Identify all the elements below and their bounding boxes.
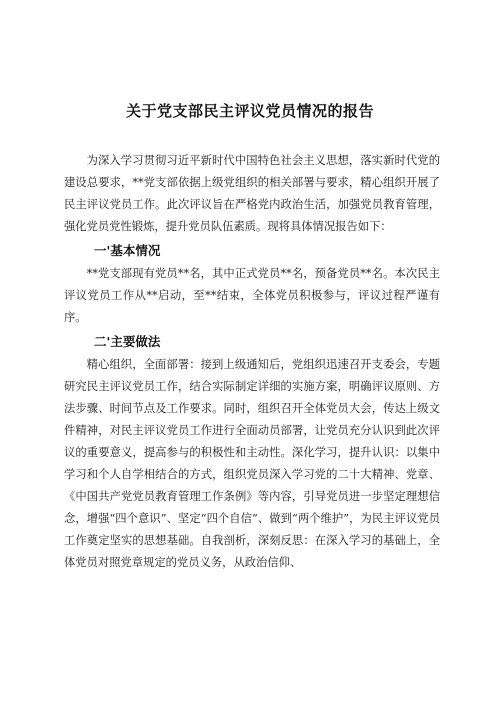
document-title: 关于党支部民主评议党员情况的报告 — [125, 102, 374, 120]
intro-paragraph: 为深入学习贯彻习近平新时代中国特色社会主义思想，落实新时代党的建设总要求，**党支部依据上级党组织的相关部署与要求，精心组织开展了民主评议党员工作。此次评议旨在严格党内政治生活，加强党员教育管理，强化党员党性锻炼，提升党员队伍素质。现将具体情况报告如下： — [64, 154, 440, 233]
section-heading-main-practices: 二'主要做法 — [94, 334, 161, 349]
document-body — [64, 150, 440, 574]
section-body-basic-info: **党支部现有党员**名，其中正式党员**名，预备党员**名。本次民主评议党员工作从**启动，至**结束，全体党员积极参与，评议过程严谨有序。 — [64, 267, 440, 324]
section-body-main-practices: 精心组织，全面部署：接到上级通知后，党组织迅速召开支委会，专题研究民主评议党员工作，结合实际制定详细的实施方案，明确评议原则、方法步骤、时间节点及工作要求。同时，组织召开全体党员大会，传达上级文件精神，对民主评议党员工作进行全面动员部署，让党员充分认识到此次评议的重要意义，提高参与的积极性和主动性。深化学习，提升认识：以集中学习和个人自学相结合的方式，组织党员深入学习党的二十大精神、党章、《中国共产党党员教育管理工作条例》等内容，引导党员进一步坚定理想信念，增强“四个意识”、坚定“四个自信”、做到“两个维护”，为民主评议党员工作奠定坚实的思想基础。自我剖析，深刻反思：在深入学习的基础上，全体党员对照党章规定的党员义务，从政治信仰、 — [64, 358, 440, 569]
section-heading-basic-info: 一'基本情况 — [94, 243, 161, 258]
